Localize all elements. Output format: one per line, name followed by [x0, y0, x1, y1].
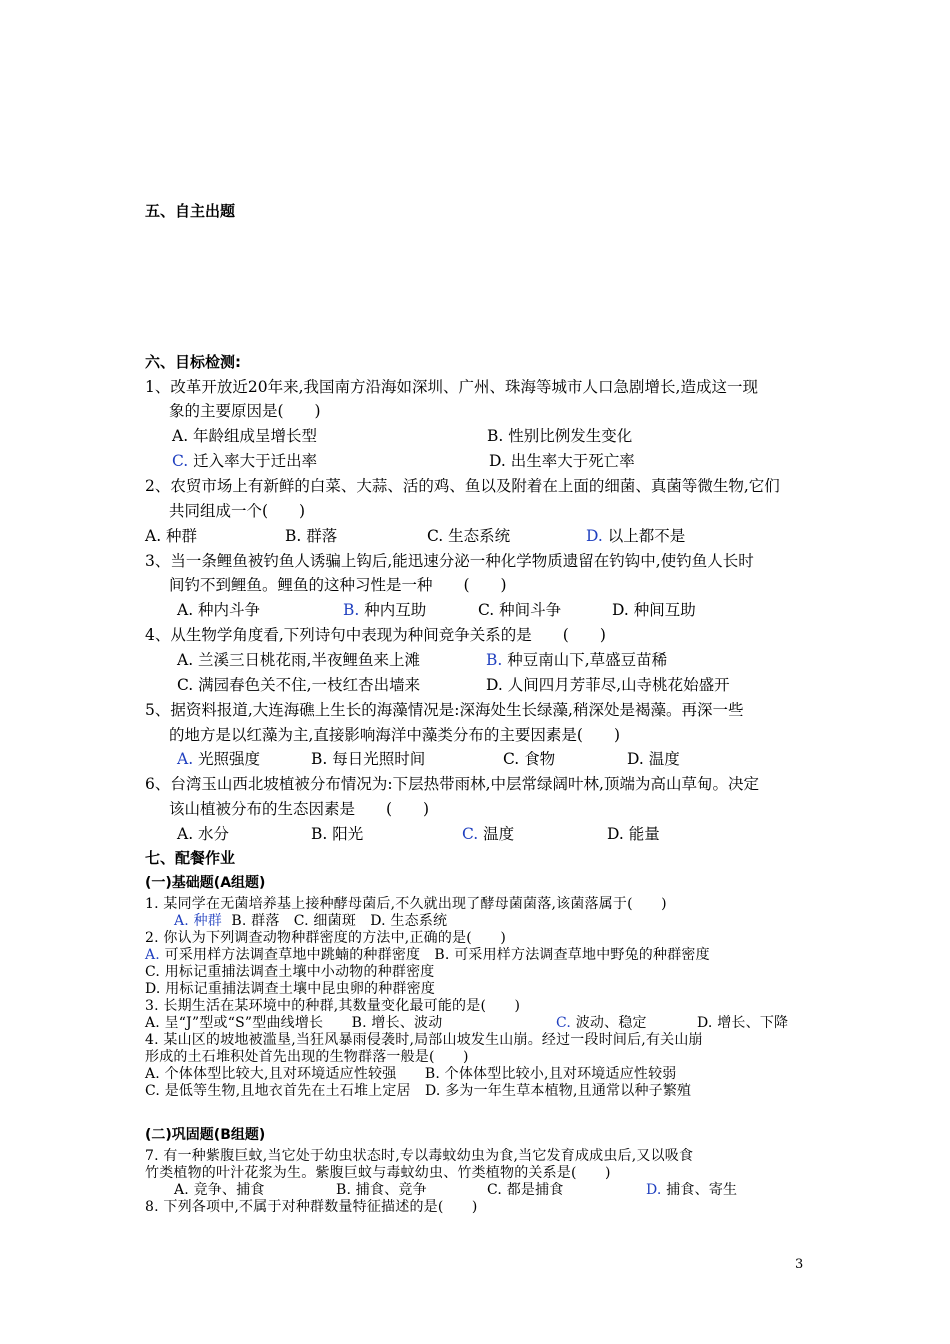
section-7-heading: 七、配餐作业 [145, 849, 236, 867]
q3-option-d: D. 种间互助 [612, 601, 696, 619]
section-6-heading: 六、目标检测: [145, 353, 241, 371]
q6-option-a: A. 水分 [177, 825, 230, 843]
q2-option-c: C. 生态系统 [427, 527, 511, 545]
hw-q2-option-d: D. 用标记重捕法调查土壤中昆虫卵的种群密度 [145, 981, 436, 997]
hw-q4-options-cd: C. 是低等生物,且地衣首先在土石堆上定居 D. 多为一年生草本植物,且通常以种子繁殖 [145, 1083, 692, 1099]
hw-q3-stem: 3. 长期生活在某环境中的种群,其数量变化最可能的是( ) [145, 998, 521, 1014]
hw-q1-options: A. 种群 B. 群落 C. 细菌斑 D. 生态系统 [174, 913, 448, 929]
q3-option-a: A. 种内斗争 [177, 601, 261, 619]
q2-option-b: B. 群落 [285, 527, 338, 545]
q1-option-b: B. 性别比例发生变化 [487, 427, 633, 445]
q1-stem-line1: 1、改革开放近20年来,我国南方沿海如深圳、广州、珠海等城市人口急剧增长,造成这一现 [145, 378, 758, 396]
hw-q7-option-b: B. 捕食、竞争 [336, 1182, 427, 1198]
answer-letter: C. [556, 1015, 572, 1031]
q5-option-d: D. 温度 [627, 750, 680, 768]
q2-option-d: D. 以上都不是 [586, 527, 686, 545]
q1-option-d: D. 出生率大于死亡率 [489, 452, 635, 470]
q2-stem-line2: 共同组成一个( ) [169, 502, 306, 520]
hw-q3-option-c: C. 波动、稳定 [556, 1015, 647, 1031]
q4-option-c: C. 满园春色关不住,一枝红杏出墙来 [177, 676, 421, 694]
group-a-heading: (一)基础题(A组题) [145, 875, 266, 891]
hw-q7-stem-line1: 7. 有一种紫腹巨蚊,当它处于幼虫状态时,专以毒蚊幼虫为食,当它发育成成虫后,又以吸食 [145, 1148, 694, 1164]
hw-q4-stem-line1: 4. 某山区的坡地被滥垦,当狂风暴雨侵袭时,局部山坡发生山崩。经过一段时间后,有关山崩 [145, 1032, 703, 1048]
answer-letter: C. [172, 452, 189, 470]
q5-option-c: C. 食物 [503, 750, 556, 768]
q3-option-c: C. 种间斗争 [478, 601, 562, 619]
hw-q4-stem-line2: 形成的土石堆积处首先出现的生物群落一般是( ) [145, 1049, 469, 1065]
q1-stem-line2: 象的主要原因是( ) [169, 402, 321, 420]
answer-letter: A. [177, 750, 194, 768]
q6-option-d: D. 能量 [607, 825, 660, 843]
hw-q1-stem: 1. 某同学在无菌培养基上接种酵母菌后,不久就出现了酵母菌菌落,该菌落属于( ) [145, 896, 667, 912]
hw-q4-options-ab: A. 个体体型比较大,且对环境适应性较强 B. 个体体型比较小,且对环境适应性较弱 [145, 1066, 677, 1082]
hw-q8-stem: 8. 下列各项中,不属于对种群数量特征描述的是( ) [145, 1199, 478, 1215]
hw-q3-option-d: D. 增长、下降 [697, 1015, 789, 1031]
q4-option-b: B. 种豆南山下,草盛豆苗稀 [486, 651, 668, 669]
hw-q7-option-c: C. 都是捕食 [487, 1182, 564, 1198]
answer-letter: B. [343, 601, 360, 619]
answer-letter: D. [646, 1182, 662, 1198]
answer-letter: C. [462, 825, 479, 843]
hw-q3-options-ab: A. 呈“J”型或“S”型曲线增长 B. 增长、波动 [145, 1015, 443, 1031]
q1-option-c: C. 迁入率大于迁出率 [172, 452, 318, 470]
q6-stem-line1: 6、台湾玉山西北坡植被分布情况为:下层热带雨林,中层常绿阔叶林,顶端为高山草甸。决定 [145, 775, 759, 793]
q5-option-a: A. 光照强度 [177, 750, 261, 768]
q6-option-b: B. 阳光 [311, 825, 364, 843]
answer-option: A. 种群 [174, 913, 223, 929]
answer-letter: D. [586, 527, 603, 545]
q3-stem-line1: 3、当一条鲤鱼被钓鱼人诱骗上钩后,能迅速分泌一种化学物质遗留在钓钩中,使钓鱼人长时 [145, 552, 754, 570]
q2-option-a: A. 种群 [145, 527, 198, 545]
q5-option-b: B. 每日光照时间 [311, 750, 426, 768]
q3-stem-line2: 间钓不到鲤鱼。鲤鱼的这种习性是一种 ( ) [169, 576, 507, 594]
hw-q2-stem: 2. 你认为下列调查动物种群密度的方法中,正确的是( ) [145, 930, 506, 946]
q6-option-c: C. 温度 [462, 825, 515, 843]
q6-stem-line2: 该山植被分布的生态因素是 ( ) [169, 800, 430, 818]
group-b-heading: (二)巩固题(B组题) [145, 1127, 266, 1143]
page-number: 3 [795, 1257, 804, 1272]
section-5-heading: 五、自主出题 [145, 202, 236, 220]
q5-stem-line1: 5、据资料报道,大连海礁上生长的海藻情况是:深海处生长绿藻,稍深处是褐藻。再深一些 [145, 701, 744, 719]
q4-option-d: D. 人间四月芳菲尽,山寺桃花始盛开 [486, 676, 730, 694]
hw-q2-options-ab: A. 可采用样方法调查草地中跳蝻的种群密度 B. 可采用样方法调查草地中野兔的种群密度 [145, 947, 710, 963]
q5-stem-line2: 的地方是以红藻为主,直接影响海洋中藻类分布的主要因素是( ) [169, 726, 621, 744]
q4-stem: 4、从生物学角度看,下列诗句中表现为种间竞争关系的是 ( ) [145, 626, 606, 644]
hw-q7-option-d: D. 捕食、寄生 [646, 1182, 738, 1198]
hw-q2-option-c: C. 用标记重捕法调查土壤中小动物的种群密度 [145, 964, 435, 980]
q2-stem-line1: 2、农贸市场上有新鲜的白菜、大蒜、活的鸡、鱼以及附着在上面的细菌、真菌等微生物,它们 [145, 477, 780, 495]
q1-option-a: A. 年龄组成呈增长型 [172, 427, 318, 445]
q3-option-b: B. 种内互助 [343, 601, 427, 619]
answer-letter: B. [486, 651, 503, 669]
hw-q7-option-a: A. 竞争、捕食 [174, 1182, 265, 1198]
q4-option-a: A. 兰溪三日桃花雨,半夜鲤鱼来上滩 [177, 651, 420, 669]
hw-q7-stem-line2: 竹类植物的叶汁花浆为生。紫腹巨蚊与毒蚊幼虫、竹类植物的关系是( ) [145, 1165, 611, 1181]
answer-letter: A. [145, 947, 160, 963]
